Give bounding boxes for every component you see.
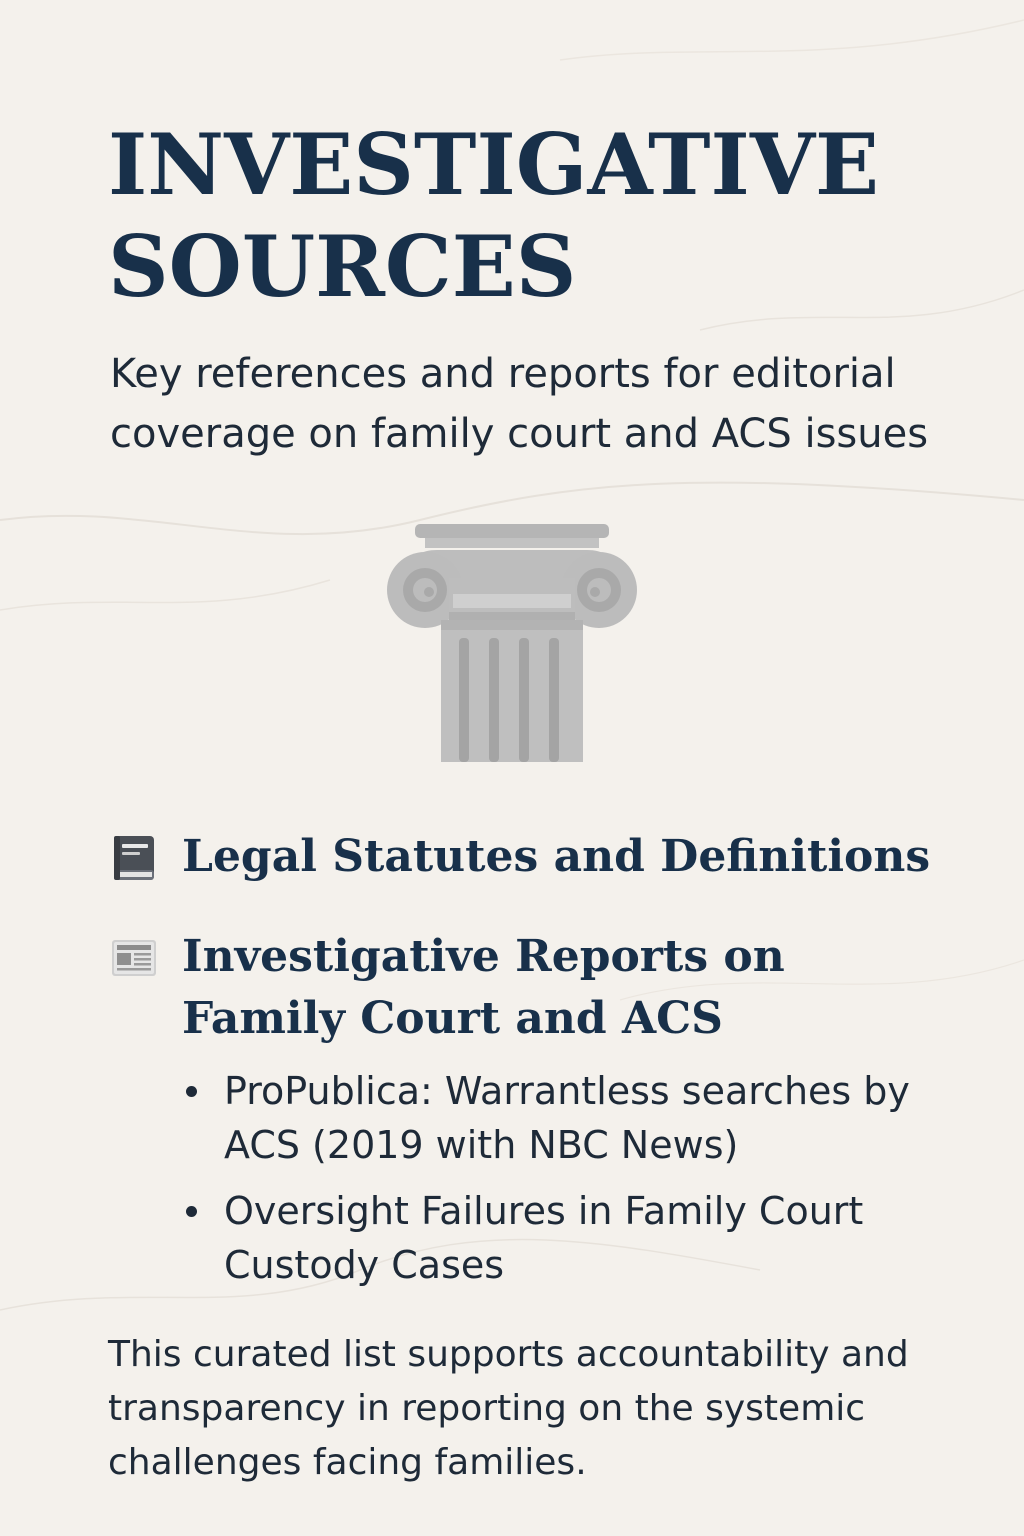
- report-list: [186, 1064, 946, 1304]
- list-item: [186, 1064, 946, 1172]
- section-heading: Investigative Reports on Family Court and ACS: [182, 931, 785, 1044]
- list-item-text: Oversight Failures in Family Court Custody Cases: [224, 1189, 864, 1287]
- book-icon: [110, 834, 158, 882]
- section-heading: Legal Statutes and Definitions: [182, 831, 931, 882]
- page-subtitle: Key references and reports for editorial coverage on family court and ACS issues: [110, 351, 929, 457]
- bullet-icon: [186, 1206, 197, 1217]
- classical-column-icon: [385, 520, 639, 765]
- closing-statement: This curated list supports accountability and transparency in reporting on the systemic challenges facing families.: [108, 1334, 909, 1483]
- page-title: INVESTIGATIVE SOURCES: [108, 115, 880, 316]
- list-item: [186, 1184, 946, 1292]
- bullet-icon: [186, 1086, 197, 1097]
- list-item-text: ProPublica: Warrantless searches by ACS (2019 with NBC News): [224, 1069, 910, 1167]
- newspaper-icon: [110, 934, 158, 982]
